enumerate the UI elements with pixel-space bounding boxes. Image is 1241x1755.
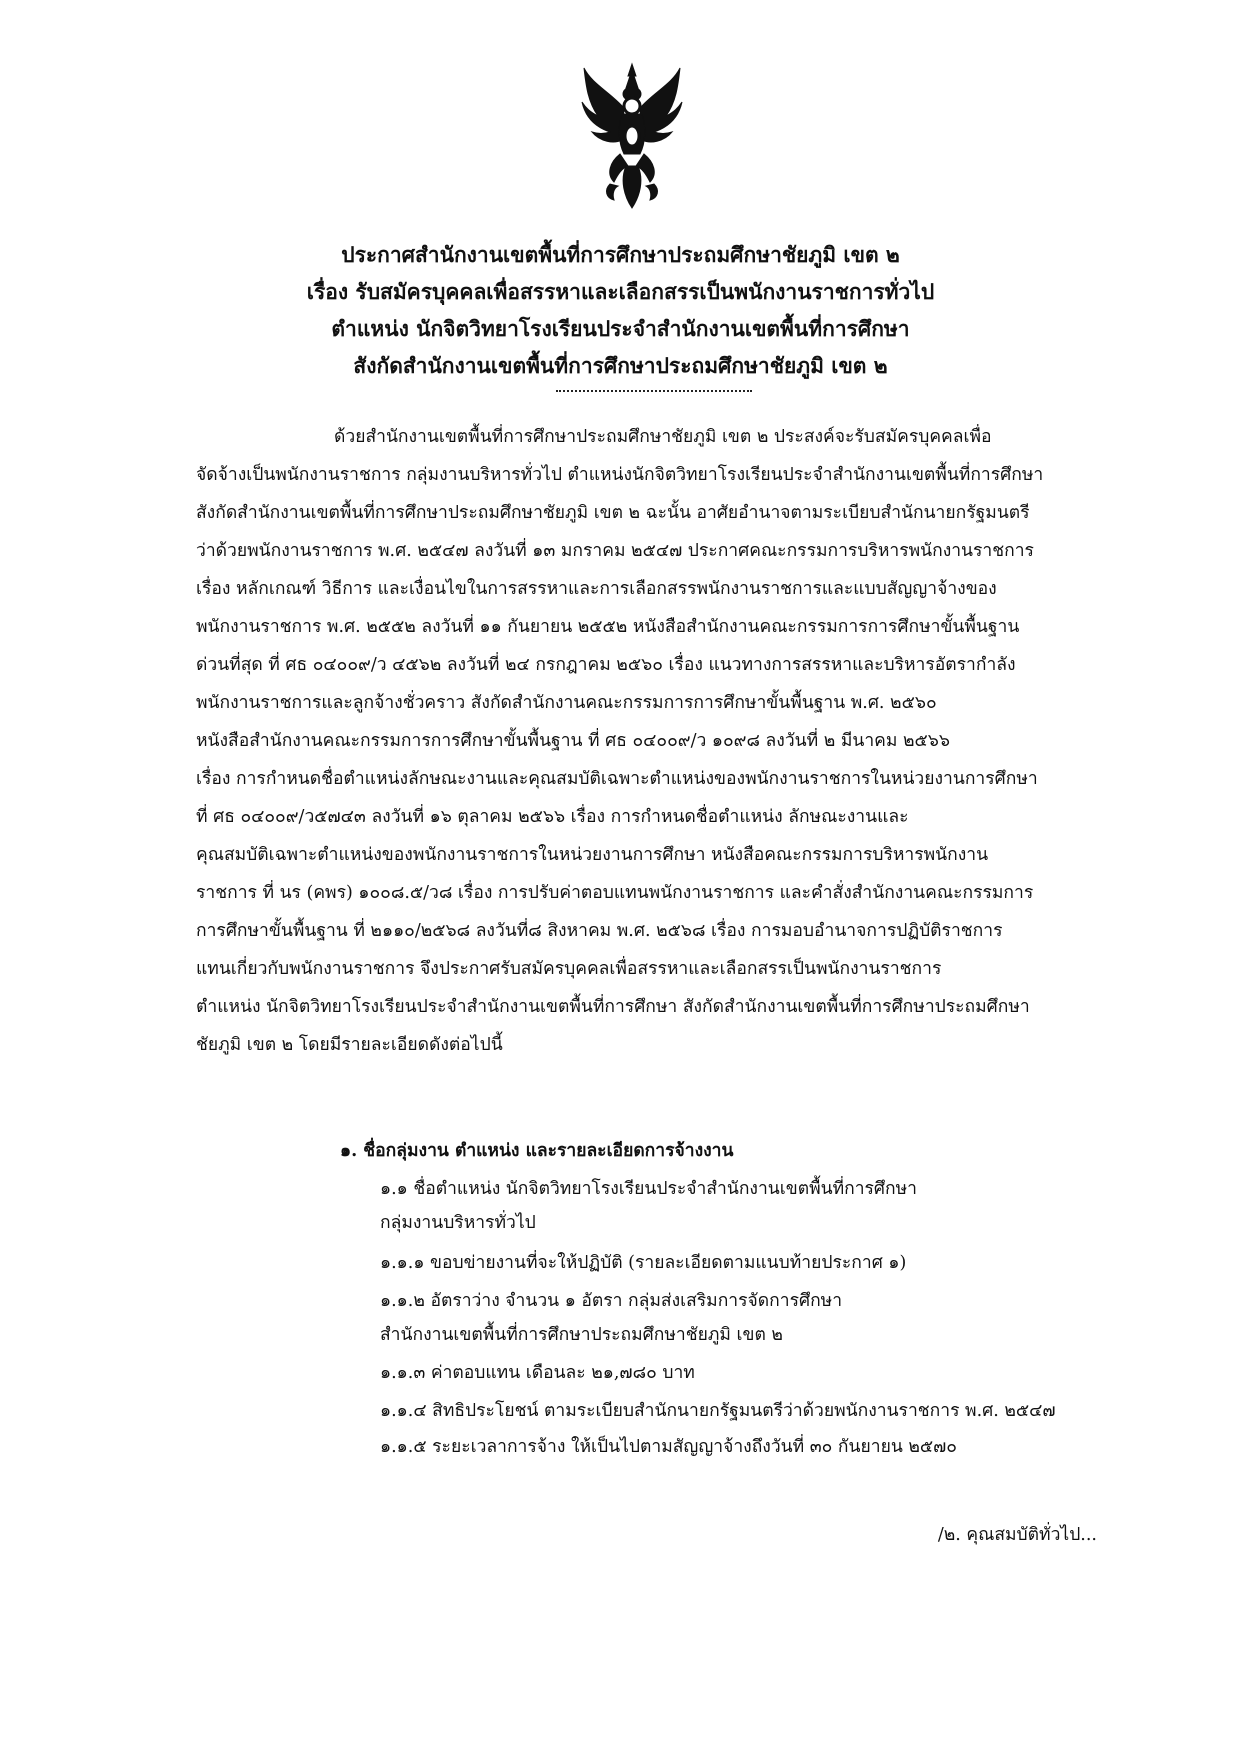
body-line: ว่าด้วยพนักงานราชการ พ.ศ. ๒๕๔๗ ลงวันที่ ๑๓ มกราคม ๒๕๔๗ ประกาศคณะกรรมการบริหารพนักงานราชการ	[196, 541, 1034, 561]
body-line: ด้วยสำนักงานเขตพื้นที่การศึกษาประถมศึกษาชัยภูมิ เขต ๒ ประสงค์จะรับสมัครบุคคลเพื่อ	[334, 427, 992, 447]
section-line: ๑.๑.๓ ค่าตอบแทน เดือนละ ๒๑,๗๘๐ บาท	[380, 1363, 695, 1383]
body-line: ชัยภูมิ เขต ๒ โดยมีรายละเอียดดังต่อไปนี้	[196, 1035, 503, 1055]
section-line: สำนักงานเขตพื้นที่การศึกษาประถมศึกษาชัยภูมิ เขต ๒	[380, 1325, 783, 1345]
body-line: ตำแหน่ง นักจิตวิทยาโรงเรียนประจำสำนักงานเขตพื้นที่การศึกษา สังกัดสำนักงานเขตพื้นที่การศึกษาประถมศึกษา	[196, 997, 1030, 1017]
header-divider	[556, 390, 752, 392]
section-line: ๑.๑.๔ สิทธิประโยชน์ ตามระเบียบสำนักนายกรัฐมนตรีว่าด้วยพนักงานราชการ พ.ศ. ๒๕๔๗	[380, 1401, 1056, 1421]
garuda-emblem-icon	[580, 62, 684, 210]
page-continuation: /๒. คุณสมบัติทั่วไป...	[937, 1525, 1097, 1545]
body-line: ราชการ ที่ นร (คพร) ๑๐๐๘.๕/ว๘ เรื่อง การปรับค่าตอบแทนพนักงานราชการ และคำสั่งสำนักงานคณะกรรมการ	[196, 883, 1034, 903]
header-subject: เรื่อง รับสมัครบุคคลเพื่อสรรหาและเลือกสรรเป็นพนักงานราชการทั่วไป	[306, 279, 935, 304]
body-line: พนักงานราชการและลูกจ้างชั่วคราว สังกัดสำนักงานคณะกรรมการการศึกษาขั้นพื้นฐาน พ.ศ. ๒๕๖๐	[196, 693, 937, 713]
body-line: ที่ ศธ ๐๔๐๐๙/ว๕๗๔๓ ลงวันที่ ๑๖ ตุลาคม ๒๕๖๖ เรื่อง การกำหนดชื่อตำแหน่ง ลักษณะงานและ	[196, 807, 909, 827]
header-affiliation: สังกัดสำนักงานเขตพื้นที่การศึกษาประถมศึกษาชัยภูมิ เขต ๒	[353, 353, 888, 378]
section-line: ๑.๑.๒ อัตราว่าง จำนวน ๑ อัตรา กลุ่มส่งเสริมการจัดการศึกษา	[380, 1291, 843, 1311]
body-line: สังกัดสำนักงานเขตพื้นที่การศึกษาประถมศึกษาชัยภูมิ เขต ๒ ฉะนั้น อาศัยอำนาจตามระเบียบสำนักนายกรัฐมนตรี	[196, 503, 1030, 523]
section-heading: ๑. ชื่อกลุ่มงาน ตำแหน่ง และรายละเอียดการจ้างงาน	[340, 1141, 734, 1161]
body-line: ด่วนที่สุด ที่ ศธ ๐๔๐๐๙/ว ๔๕๖๒ ลงวันที่ ๒๔ กรกฎาคม ๒๕๖๐ เรื่อง แนวทางการสรรหาและบริหารอัตรากำลัง	[196, 655, 1016, 675]
header-title: ประกาศสำนักงานเขตพื้นที่การศึกษาประถมศึกษาชัยภูมิ เขต ๒	[341, 242, 900, 267]
body-line: แทนเกี่ยวกับพนักงานราชการ จึงประกาศรับสมัครบุคคลเพื่อสรรหาและเลือกสรรเป็นพนักงานราชการ	[196, 959, 942, 979]
body-line: คุณสมบัติเฉพาะตำแหน่งของพนักงานราชการในหน่วยงานการศึกษา หนังสือคณะกรรมการบริหารพนักงาน	[196, 845, 989, 865]
body-line: จัดจ้างเป็นพนักงานราชการ กลุ่มงานบริหารทั่วไป ตำแหน่งนักจิตวิทยาโรงเรียนประจำสำนักงานเขตพื้นที่การศึกษา	[196, 465, 1044, 485]
section-line: ๑.๑.๑ ขอบข่ายงานที่จะให้ปฏิบัติ (รายละเอียดตามแนบท้ายประกาศ ๑)	[380, 1253, 907, 1273]
header-position: ตำแหน่ง นักจิตวิทยาโรงเรียนประจำสำนักงานเขตพื้นที่การศึกษา	[331, 316, 910, 341]
body-line: เรื่อง หลักเกณฑ์ วิธีการ และเงื่อนไขในการสรรหาและการเลือกสรรพนักงานราชการและแบบสัญญาจ้างของ	[196, 579, 997, 599]
section-line: ๑.๑.๕ ระยะเวลาการจ้าง ให้เป็นไปตามสัญญาจ้างถึงวันที่ ๓๐ กันยายน ๒๕๗๐	[380, 1437, 957, 1457]
body-line: หนังสือสำนักงานคณะกรรมการการศึกษาขั้นพื้นฐาน ที่ ศธ ๐๔๐๐๙/ว ๑๐๙๘ ลงวันที่ ๒ มีนาคม ๒๕๖๖	[196, 731, 950, 751]
body-line: เรื่อง การกำหนดชื่อตำแหน่งลักษณะงานและคุณสมบัติเฉพาะตำแหน่งของพนักงานราชการในหน่วยงานการศึกษา	[196, 769, 1038, 789]
body-line: พนักงานราชการ พ.ศ. ๒๕๕๒ ลงวันที่ ๑๑ กันยายน ๒๕๕๒ หนังสือสำนักงานคณะกรรมการการศึกษาขั้นพื้นฐาน	[196, 617, 1020, 637]
body-line: การศึกษาขั้นพื้นฐาน ที่ ๒๑๑๐/๒๕๖๘ ลงวันที่๘ สิงหาคม พ.ศ. ๒๕๖๘ เรื่อง การมอบอำนาจการปฏิบัติราชการ	[196, 921, 1003, 941]
section-line: ๑.๑ ชื่อตำแหน่ง นักจิตวิทยาโรงเรียนประจำสำนักงานเขตพื้นที่การศึกษา	[380, 1179, 917, 1199]
section-line: กลุ่มงานบริหารทั่วไป	[380, 1213, 536, 1233]
